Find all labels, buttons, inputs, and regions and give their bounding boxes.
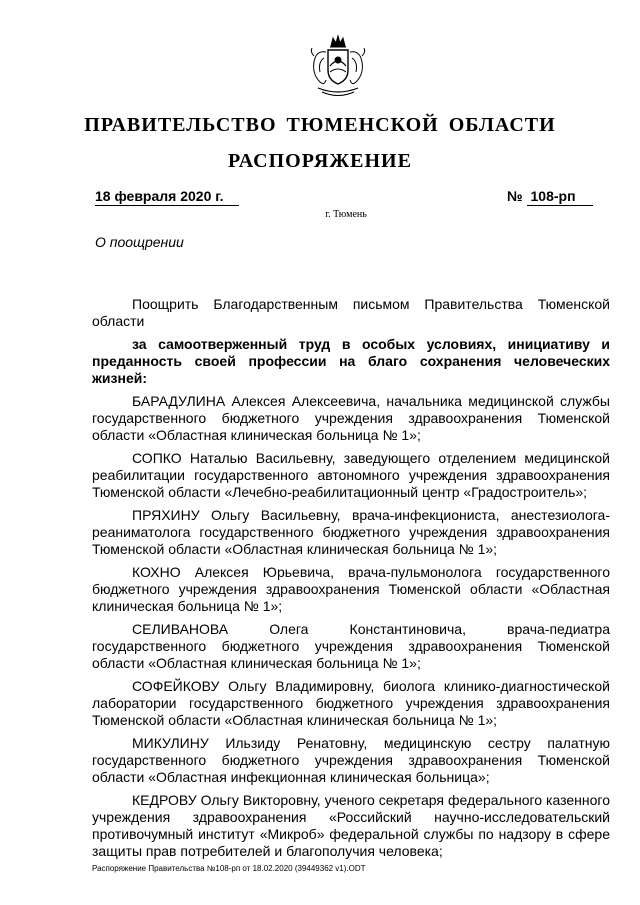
paragraph: ПРЯХИНУ Ольгу Васильевну, врача-инфекциониста, анестезиолога-реаниматолога государственного бюджетного учреждения здравоохранения Тюменской области «Областная клиническая больница № 1»; [92,507,610,557]
paragraph: КОХНО Алексея Юрьевича, врача-пульмонолога государственного бюджетного учреждения здравоохранения Тюменской области «Областная клиническая больница № 1»; [92,564,610,614]
document-type: РАСПОРЯЖЕНИЕ [228,150,412,172]
paragraph: Поощрить Благодарственным письмом Правительства Тюменской области [92,296,610,329]
paragraph: за самоотверженный труд в особых условиях, инициативу и преданность своей профессии на благо сохранения человеческих жизней: [92,336,610,386]
number-value: 108-рп [527,188,593,206]
document-date: 18 февраля 2020 г. [95,188,239,206]
document-number [507,188,593,206]
city: г. Тюмень [325,209,367,220]
paragraph: МИКУЛИНУ Ильзиду Ренатовну, медицинскую сестру палатную государственного бюджетного учреждения здравоохранения Тюменской области «Областная инфекционная клиническая больница»; [92,735,610,785]
paragraph: СОФЕЙКОВУ Ольгу Владимировну, биолога клинико-диагностической лаборатории государственного бюджетного учреждения здравоохранения Тюменской области «Областная клиническая больница № 1»; [92,678,610,728]
footer: Распоряжение Правительства №108-рп от 18.02.2020 (39449362 v1).ODT [92,864,366,873]
paragraph: КЕДРОВУ Ольгу Викторовну, ученого секретаря федерального казенного учреждения здравоохранения «Российский научно-исследовательский противочумный институт «Микроб» федеральной службы по надзору в сфере защиты прав потребителей и благополучия человека; [92,792,610,859]
document-body [92,296,610,866]
number-sign: № [507,188,523,204]
subject: О поощрении [95,234,184,250]
paragraph: СЕЛИВАНОВА Олега Константиновича, врача-педиатра государственного бюджетного учреждения здравоохранения Тюменской области «Областная клиническая больница № 1»; [92,621,610,671]
government-title: ПРАВИТЕЛЬСТВО ТЮМЕНСКОЙ ОБЛАСТИ [84,114,556,136]
paragraph: СОПКО Наталью Васильевну, заведующего отделением медицинской реабилитации государственного автономного учреждения здравоохранения Тюменской области «Лечебно-реабилитационный центр «Градостроитель»; [92,450,610,500]
paragraph: БАРАДУЛИНА Алексея Алексеевича, начальника медицинской службы государственного бюджетного учреждения здравоохранения Тюменской области «Областная клиническая больница № 1»; [92,393,610,443]
coat-of-arms-icon [300,32,376,102]
